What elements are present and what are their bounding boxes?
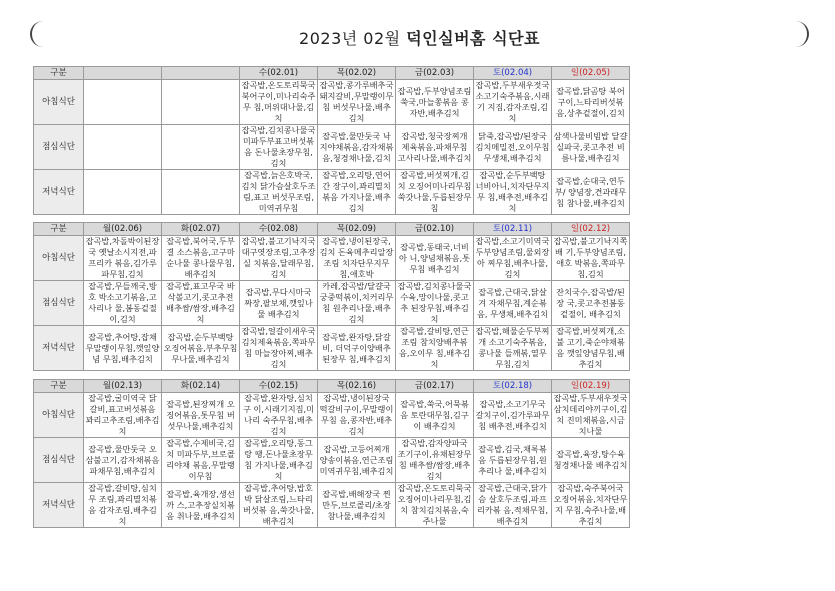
menu-cell: 잡곡밥,감자양파국 조기구이,유채된장무침 배추쌈/쌈장,배추김치 <box>396 438 474 483</box>
day-header: 월(02.06) <box>84 223 162 236</box>
week-2-header-row <box>34 223 630 236</box>
day-header: 수(02.01) <box>240 67 318 80</box>
menu-cell: 잡곡밥,수제비국,김치 미파두부,브로콜리야채 볶음,무말랭이무침 <box>162 438 240 483</box>
menu-cell: 잡곡밥,육개장,생선까 스,고추장실치볶음 취나물,배추김치 <box>162 483 240 528</box>
day-header-saturday: 토(02.04) <box>474 67 552 80</box>
meal-label: 아침식단 <box>34 393 84 438</box>
menu-cell: 잡곡밥,소고기무국 갈치구이,김가루파무침 배추전,배추김치 <box>474 393 552 438</box>
menu-cell: 잡곡밥,온도토리묵국 오징어미나리무침,김치 참치김치볶음,숙주나물 <box>396 483 474 528</box>
header-label: 구분 <box>34 67 84 80</box>
day-header <box>162 67 240 80</box>
menu-cell: 잡곡밥,온도토리묵국 북어구이,미나리숙주무 침,머위대나물,김치 <box>240 80 318 125</box>
menu-cell: 잡곡밥,육장,탕수육 청경채나물 배추김치 <box>552 438 630 483</box>
header-label: 구분 <box>34 223 84 236</box>
menu-cell: 잡곡밥,청국장찌개 제육볶음,파채무침 고사리나물,배추김치 <box>396 125 474 170</box>
menu-cell: 잡곡밥,물만둣국 낙지야채볶음,감자채볶 음,청경채나물,김치 <box>318 125 396 170</box>
menu-cell: 잡곡밥,무들깨국,방호 박소고기볶음,고사리나 물,봄동겉절이,김치 <box>84 281 162 326</box>
menu-cell: 잡곡밥,오리탕,동그랑 땡,돈나물초장무침 가지나물,배추김치 <box>240 438 318 483</box>
menu-cell <box>84 170 162 215</box>
meal-label: 저녁식단 <box>34 170 84 215</box>
menu-cell: 잡곡밥,순대국,연두부/ 양념장,견과래무침 참나물,배추김치 <box>552 170 630 215</box>
menu-cell: 잡곡밥,버섯찌개,소불 고기,죽순야채볶음 깻잎양념무침,배추김치 <box>552 326 630 371</box>
meal-row-dinner <box>34 483 630 528</box>
menu-cell: 잡곡밥,두부새우젓국 삼치데리야끼구이,김치 진미채볶음,시금치나물 <box>552 393 630 438</box>
menu-cell: 잡곡밥,순두부백탕 너비아니,치자단무지무 침,배추전,배추김치 <box>474 170 552 215</box>
meal-row-dinner <box>34 326 630 371</box>
menu-cell: 잡곡밥,무다시마국 짜장,팔보채,깻잎나물 배추김치 <box>240 281 318 326</box>
menu-cell <box>162 170 240 215</box>
meal-row-lunch <box>34 125 708 170</box>
menu-cell: 잡곡밥,된장찌개 오징어볶음,톳무침 버섯무나물,배추김치 <box>162 393 240 438</box>
day-header: 금(02.03) <box>396 67 474 80</box>
menu-cell: 잡곡밥,콩가루배추국 돼지갈비,무말랭이무침 버섯무나물,배추김치 <box>318 80 396 125</box>
title-bar <box>30 21 809 47</box>
menu-cell: 잡곡밥,추어탕,밥호박 닭살조림,느타리버섯볶 음,쑥갓나물,배추김치 <box>240 483 318 528</box>
meal-label: 점심식단 <box>34 125 84 170</box>
meal-row-lunch <box>34 281 630 326</box>
menu-cell: 잡곡밥,배해장국 찐만두,브로콜리/초장 참나물,배추김치 <box>318 483 396 528</box>
menu-cell: 잡곡밥,쑥국,어묵볶음 토란대무침,김구이 배추김치 <box>396 393 474 438</box>
menu-cell: 잡곡밥,닭곰탕 북어구이,느타리버섯볶 음,상추겉절이,김치 <box>552 80 630 125</box>
menu-cell: 잡곡밥,오리탕,연어간 장구이,꽈리멸치볶음 가지나물,배추김치 <box>318 170 396 215</box>
meal-label: 아침식단 <box>34 236 84 281</box>
day-header-saturday: 토(02.11) <box>474 223 552 236</box>
menu-cell: 잡곡밥,불고기낙지국 대구엿장조림,고추장실 치볶음,달래무침,김치 <box>240 236 318 281</box>
day-header <box>84 67 162 80</box>
menu-cell: 카레,잡곡밥/달걀국 궁중떡볶이,치커리무침 원추리나물,배추김치 <box>318 281 396 326</box>
day-header-sunday: 일(02.19) <box>552 380 630 393</box>
day-header-sunday: 일(02.12) <box>552 223 630 236</box>
menu-cell: 잡곡밥,늙은호박국,김치 닭가슴살호두조림,표고 버섯무조림,미역귀무침 <box>240 170 318 215</box>
menu-cell: 잡곡밥,버섯찌개,김치 오징어미나리무침 쑥갓나물,두릅된장무침 <box>396 170 474 215</box>
menu-cell: 잡곡밥,소고기미역국 두부양념조림,물외장아 찌무침,배추나물,김치 <box>474 236 552 281</box>
menu-cell: 잡곡밥,물만둣국 오삼불고기,감자채볶음 파채무침,배추김치 <box>84 438 162 483</box>
meal-row-breakfast <box>34 80 708 125</box>
menu-cell: 닭죽,잡곡밥/된장국 김치메밀전,오이무침 무생채,배추김치 <box>474 125 552 170</box>
day-header: 화(02.07) <box>162 223 240 236</box>
menu-cell: 잡곡밥,굴미역국 닭갈비,표고버섯볶음 꽈리고추조림,배추김치 <box>84 393 162 438</box>
page-title <box>32 26 807 49</box>
menu-cell: 잡곡밥,불고기낙지쪽배 기,두부양념조림,애호 박볶음,쪽파무침,김치 <box>552 236 630 281</box>
day-header: 수(02.15) <box>240 380 318 393</box>
day-header: 목(02.02) <box>318 67 396 80</box>
day-header-sunday: 일(02.05) <box>552 67 630 80</box>
menu-cell: 잡곡밥,김국,채록볶음 두릅된장무침,원추리나 물,배추김치 <box>474 438 552 483</box>
menu-cell: 잔치국수,잡곡밥/된장 국,콧고추전봄동겉절이, 배추김치 <box>552 281 630 326</box>
menu-cell: 잡곡밥,김치콩나물국 수육,망이나물,콧고추 된장무침,배추김치 <box>396 281 474 326</box>
menu-cell: 잡곡밥,김치콩나물국 미파두부표고버섯볶음 돈나물초장무침,김치 <box>240 125 318 170</box>
menu-cell <box>162 125 240 170</box>
meal-label: 아침식단 <box>34 80 84 125</box>
day-header-saturday: 토(02.18) <box>474 380 552 393</box>
menu-cell: 잡곡밥,해물순두부찌개 소고기숙주볶음,콩나물 들깨볶,열무무침,김치 <box>474 326 552 371</box>
week-1-header-row <box>34 67 708 80</box>
menu-cell: 잡곡밥,갈비탕,심치무 조림,꽈리멸치볶음 감자조림,배추김치 <box>84 483 162 528</box>
day-header: 금(02.10) <box>396 223 474 236</box>
menu-cell: 잡곡밥,완자탕,심치구 이,시래기지짐,미나리 숙주무침,배추김치 <box>240 393 318 438</box>
meal-label: 저녁식단 <box>34 326 84 371</box>
day-header: 수(02.08) <box>240 223 318 236</box>
menu-cell: 잡곡밥,표고무국 바삭볼고기,콧고추전 배추쌈/쌈장,배추김치 <box>162 281 240 326</box>
menu-cell: 잡곡밥,냉이된장국,김치 돈육메추리알장조림 치자단무지무침,애호박 <box>318 236 396 281</box>
week-2-table <box>33 222 630 371</box>
menu-cell <box>162 80 240 125</box>
day-header: 금(02.17) <box>396 380 474 393</box>
menu-cell <box>84 125 162 170</box>
menu-cell: 삼색나물비빔밥 달걀실파국,콧고추전 비름나물,배추김치 <box>552 125 630 170</box>
menu-cell: 잡곡밥,추어탕,잡채 무말랭이무침,깻잎양념 무침,배추김치 <box>84 326 162 371</box>
week-3-header-row <box>34 380 630 393</box>
menu-cell <box>84 80 162 125</box>
menu-cell: 잡곡밥,두부양념조림 쑥국,마늘쫑볶음 콩자반,배추김치 <box>396 80 474 125</box>
meal-row-breakfast <box>34 393 630 438</box>
menu-cell: 잡곡밥,갈비탕,연근조림 참치양배추볶음,오이무 침,배추김치 <box>396 326 474 371</box>
meal-label: 점심식단 <box>34 281 84 326</box>
menu-cell: 잡곡밥,완자탕,닭갈비, 더덕구이양배추된장무 침,배추김치 <box>318 326 396 371</box>
day-header: 목(02.09) <box>318 223 396 236</box>
meal-row-dinner <box>34 170 708 215</box>
menu-cell: 잡곡밥,순두부백탕 오징어볶음,부추무침 무나물,배추김치 <box>162 326 240 371</box>
menu-cell: 잡곡밥,동태국,너비아 니,양념채볶음,톳무침 배추김치 <box>396 236 474 281</box>
menu-cell: 잡곡밥,근대국,닭살겨 자채무침,계순볶음, 무생채,배추김치 <box>474 281 552 326</box>
meal-label: 저녁식단 <box>34 483 84 528</box>
menu-cell: 잡곡밥,근대국,닭가슴 살호두조림,파프리카볶 음,적채무침,배추김치 <box>474 483 552 528</box>
title-name: 덕인실버홈 식단표 <box>406 29 540 48</box>
menu-cell: 잡곡밥,북어국,두부결 소스볶음,고구마순나물 콩나물무침,배추김치 <box>162 236 240 281</box>
title-date: 2023년 02월 <box>299 29 407 48</box>
day-header: 화(02.14) <box>162 380 240 393</box>
header-label: 구분 <box>34 380 84 393</box>
menu-cell: 잡곡밥,냉이된장국 떡갈비구이,무말랭이무침 음,콩자반,배추김치 <box>318 393 396 438</box>
menu-cell: 잡곡밥,얼갈이새우국 김치제육볶음,쪽파무침 마늘장아찌,배추김치 <box>240 326 318 371</box>
meal-row-lunch <box>34 438 630 483</box>
menu-cell: 잡곡밥,숙주북어국 오징어볶음,치자단무지 무침,숙주나물,배추김치 <box>552 483 630 528</box>
meal-label: 점심식단 <box>34 438 84 483</box>
menu-cell: 잡곡밥,고등어찌개 양송이볶음,연근조림 미역귀무침,배추김치 <box>318 438 396 483</box>
menu-cell: 잡곡밥,차돌박이된장국 옛날소시지전,파프리카 볶음,김가루파무침,김치 <box>84 236 162 281</box>
week-3-table <box>33 379 630 528</box>
menu-cell: 잡곡밥,두부새우젓국 소고기숙주볶음,시래기 지짐,감자조림,김치 <box>474 80 552 125</box>
day-header: 목(02.16) <box>318 380 396 393</box>
week-1-table <box>33 66 708 215</box>
day-header: 월(02.13) <box>84 380 162 393</box>
meal-row-breakfast <box>34 236 630 281</box>
